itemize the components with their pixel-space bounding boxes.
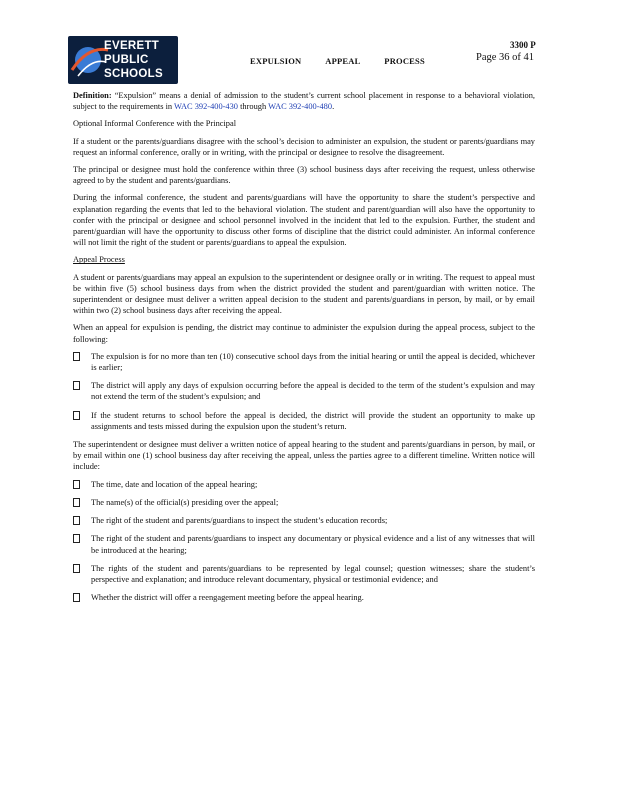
document-body	[73, 90, 535, 610]
optional-paragraph-1: If a student or the parents/guardians disagree with the school’s decision to administer an expulsion, the student or parents/guardians may request an informal conference, orally or in writing, with the principal or designee to resolve the disagreement.	[73, 136, 535, 157]
wac-link-2[interactable]: WAC 392-400-480	[268, 102, 333, 112]
list-item-text: The rights of the student and parents/guardians to be represented by legal counsel; question witnesses; share the student’s perspective and explanation; and introduce relevant documentary, physical or testimonial evidence; and	[91, 563, 535, 584]
appeal-paragraph-2: When an appeal for expulsion is pending, the district may continue to administer the expulsion during the appeal process, subject to the following:	[73, 323, 535, 344]
definition-paragraph	[73, 90, 535, 112]
list-item	[73, 515, 535, 526]
document-title: EXPULSION APPEAL PROCESS	[250, 56, 425, 66]
bullet-box-icon	[73, 381, 80, 390]
bullet-box-icon	[73, 516, 80, 525]
logo-line-1: EVERETT	[104, 40, 160, 52]
appeal-process-heading: Appeal Process	[73, 255, 125, 265]
optional-paragraph-2: The principal or designee must hold the conference within three (3) school business days after receiving the request, unless otherwise agreed to by the student and parents/guardians.	[73, 165, 535, 186]
definition-text: “Expulsion” means a denial of admission to the student’s current school placement in response to a behavioral violation, subject to the requirements in	[73, 91, 535, 112]
optional-conference-heading: Optional Informal Conference with the Principal	[73, 119, 237, 129]
list-item-text: The right of the student and parents/guardians to inspect the student’s education records;	[91, 516, 388, 526]
wac-link-1[interactable]: WAC 392-400-430	[174, 102, 238, 112]
list-item-text: The time, date and location of the appeal hearing;	[91, 479, 258, 489]
bullet-box-icon	[73, 593, 80, 602]
bullet-box-icon	[73, 352, 80, 361]
notice-paragraph: The superintendent or designee must deliver a written notice of appeal hearing to the student and parents/guardians in person, by mail, or by email within one (1) school business day after receiving the appeal, unless the parties agree to a different timeline. Written notice will include:	[73, 440, 535, 472]
list-item	[73, 380, 535, 402]
pending-appeal-conditions	[73, 351, 535, 432]
bullet-box-icon	[73, 411, 80, 420]
list-item-text: The expulsion is for no more than ten (10) consecutive school days from the initial hearing or until the appeal is decided, whichever is earlier;	[91, 351, 535, 373]
logo-wordmark	[104, 39, 176, 81]
policy-number: 3300 P	[510, 40, 536, 50]
bullet-box-icon	[73, 534, 80, 543]
definition-text-end: .	[332, 102, 335, 112]
bullet-box-icon	[73, 480, 80, 489]
list-item-text: If the student returns to school before the appeal is decided, the district will provide the student an opportunity to make up assignments and tests missed during the expulsion upon the student’s return.	[91, 410, 535, 431]
list-item	[73, 410, 535, 432]
district-logo	[68, 36, 178, 84]
definition-label: Definition:	[73, 91, 112, 100]
list-item-text: The right of the student and parents/guardians to inspect any documentary or physical evidence and a list of any witnesses that will be introduced at the hearing;	[91, 534, 535, 555]
list-item-text: Whether the district will offer a reengagement meeting before the appeal hearing.	[91, 593, 364, 603]
optional-paragraph-3: During the informal conference, the student and parents/guardians will have the opportunity to share the student’s perspective and explanation regarding the events that led to the behavioral violation. The student and parent/guardian will also have the opportunity to confer with the principal or designee and school personnel involved in the incident that led to the expulsion. Further, the student and parent/guardian will have the opportunity to discuss other forms of discipline that the district could administer. An informal conference will not limit the right of the student or parents/guardians to appeal the expulsion.	[73, 193, 535, 248]
list-item	[73, 592, 535, 603]
list-item-text: The name(s) of the official(s) presiding over the appeal;	[91, 497, 279, 507]
list-item	[73, 497, 535, 508]
notice-items-list	[73, 479, 535, 604]
appeal-paragraph-1: A student or parents/guardians may appeal an expulsion to the superintendent or designee orally or in writing. The request to appeal must be within five (5) school business days from when the district provided the student and parent/guardian with written notice. The superintendent or designee must deliver a written appeal decision to the student and parents/guardians in person, by mail, or by email within two (2) school business days after receiving the appeal.	[73, 272, 535, 316]
bullet-box-icon	[73, 564, 80, 573]
definition-text-mid: through	[238, 102, 269, 112]
list-item-text: The district will apply any days of expulsion occurring before the appeal is decided to the term of the student’s expulsion and may not extend the term of the student’s expulsion; and	[91, 381, 535, 402]
logo-line-2: PUBLIC	[104, 54, 149, 66]
bullet-box-icon	[73, 498, 80, 507]
list-item	[73, 479, 535, 490]
list-item	[73, 533, 535, 555]
page-number: Page 36 of 41	[476, 52, 535, 63]
list-item	[73, 563, 535, 585]
logo-line-3: SCHOOLS	[104, 68, 163, 80]
list-item	[73, 351, 535, 373]
